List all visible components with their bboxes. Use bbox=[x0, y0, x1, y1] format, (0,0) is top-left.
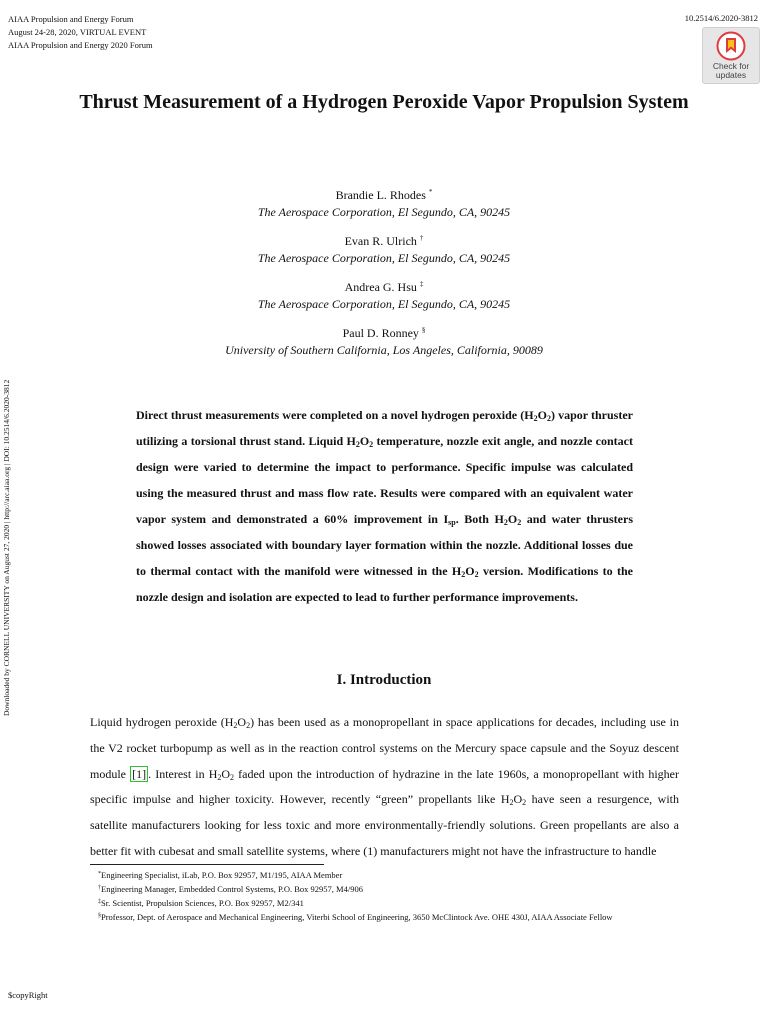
bookmark-icon bbox=[716, 31, 746, 61]
footnotes bbox=[90, 868, 679, 924]
author-mark: § bbox=[421, 326, 426, 334]
author-block bbox=[0, 184, 768, 221]
download-sidebar-text: Downloaded by CORNELL UNIVERSITY on August 27, 2020 | http://arc.aiaa.org | DOI: 10.2514/6.2020-3812 bbox=[2, 379, 11, 716]
check-for-updates-badge[interactable] bbox=[702, 27, 760, 84]
footnote: *Engineering Specialist, iLab, P.O. Box 92957, M1/195, AIAA Member bbox=[98, 870, 343, 880]
badge-line-1: Check for bbox=[712, 61, 750, 71]
paper-title: Thrust Measurement of a Hydrogen Peroxide Vapor Propulsion System bbox=[79, 91, 689, 113]
section-heading: I. Introduction bbox=[336, 672, 432, 688]
abstract: Direct thrust measurements were completed on a novel hydrogen peroxide $(H_2O_2)$ vapor thruster utilizing a torsional thrust stand. Liquid $H_2O_2$ temperature, nozzle exit angle, and nozzle contact design were varied to determine the impact to performance. Specific impulse was calculated using the measured thrust and mass flow rate. Results were compared with an equivalent water vapor system and demonstrated a 60% improvement in $I_{sp}$. Both $H_2O_2$ and water thrusters showed losses associated with boundary layer formation within the nozzle. Additional losses due to thermal contact with the manifold were witnessed in the $H_2O_2$ version. Modifications to the nozzle design and isolation are expected to lead to further performance improvements. bbox=[136, 408, 634, 604]
author-affiliation: The Aerospace Corporation, El Segundo, CA, 90245 bbox=[257, 297, 511, 311]
author-name: Andrea G. Hsu bbox=[344, 280, 417, 294]
header-line-3: AIAA Propulsion and Energy 2020 Forum bbox=[8, 40, 153, 50]
header-line-2: August 24-28, 2020, VIRTUAL EVENT bbox=[8, 27, 147, 37]
footnote: §Professor, Dept. of Aerospace and Mechanical Engineering, Viterbi School of Engineering, 3650 McClintock Ave. OHE 430J, AIAA Associate Fellow bbox=[98, 912, 613, 922]
badge-line-2: updates bbox=[715, 70, 747, 80]
citation-link[interactable]: [1] bbox=[132, 766, 147, 781]
doi-label: 10.2514/6.2020-3812 bbox=[684, 13, 758, 23]
conference-header bbox=[8, 13, 153, 52]
author-mark: ‡ bbox=[419, 280, 424, 288]
copyright-placeholder: $copyRight bbox=[8, 990, 48, 1000]
author-name: Brandie L. Rhodes bbox=[335, 188, 426, 202]
author-affiliation: University of Southern California, Los Angeles, California, 90089 bbox=[225, 343, 543, 357]
author-name: Evan R. Ulrich bbox=[344, 234, 417, 248]
author-affiliation: The Aerospace Corporation, El Segundo, CA, 90245 bbox=[257, 205, 511, 219]
author-block bbox=[0, 230, 768, 267]
introduction-paragraph: Liquid hydrogen peroxide $(H_2O_2)$ has been used as a monopropellant in space applications for decades, including use in the V2 rocket turbopump as well as in the reaction control systems on the Mercury space capsule and the Soyuz descent module [1] . Interest in $H_2O_2$ faded upon the introduction of hydrazine in the late 1960s, a monopropellant with higher specific impulse and higher toxicity. However, recently “green” propellants like $H_2O_2$ have seen a resurgence, with satellite manufacturers looking for less toxic and more environmentally-friendly solutions. Green propellants are also a better fit with cubesat and small satellite systems, where (1) manufacturers might not have the infrastructure to handle bbox=[90, 715, 679, 858]
header-line-1: AIAA Propulsion and Energy Forum bbox=[8, 14, 134, 24]
author-block bbox=[0, 322, 768, 359]
author-name: Paul D. Ronney bbox=[342, 326, 419, 340]
footnote: †Engineering Manager, Embedded Control Systems, P.O. Box 92957, M4/906 bbox=[98, 884, 363, 894]
author-block bbox=[0, 276, 768, 313]
author-mark: * bbox=[428, 188, 433, 196]
footnote: ‡Sr. Scientist, Propulsion Sciences, P.O. Box 92957, M2/341 bbox=[98, 898, 304, 908]
footnote-divider bbox=[90, 864, 324, 865]
author-affiliation: The Aerospace Corporation, El Segundo, CA, 90245 bbox=[257, 251, 511, 265]
author-mark: † bbox=[419, 234, 424, 242]
